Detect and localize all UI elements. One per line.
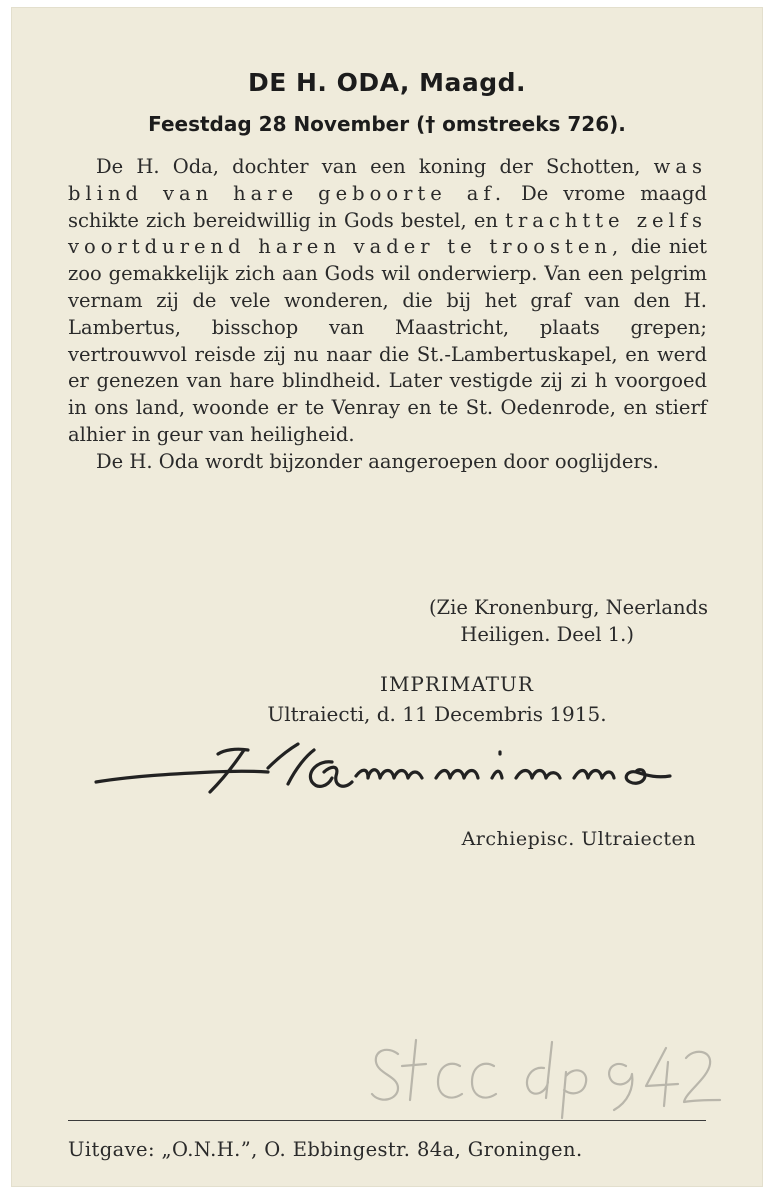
imprimatur-place-date: Ultraiecti, d. 11 Decembris 1915.	[267, 702, 607, 726]
handwritten-signature	[92, 738, 692, 808]
imprimatur-label: IMPRIMATUR	[380, 672, 534, 696]
biography-paragraph-1	[68, 154, 707, 449]
devotional-card	[12, 8, 762, 1186]
reference-line-2: Heiligen. Deel 1.)	[460, 623, 634, 646]
biography-line-4: trachtte zelfs voortdurend haren vader te troosten,	[68, 208, 707, 259]
archbishop-title: Archiepisc. Ultraiecten	[461, 828, 696, 850]
biography-paragraph-2: De H. Oda wordt bijzonder aangeroepen door ooglijders.	[96, 449, 659, 473]
biography-text	[68, 154, 707, 476]
pencil-shelfmark	[368, 1032, 728, 1122]
biography-line-5: die niet zoo gemakkelijk zich aan Gods wil onderwierp. Van een pelgrim vernam zij de vele wonderen, die bij het graf van den H. Lambertus, bisschop van Maastricht, plaats grepen; vertrouwvol reisde zij nu naar die St.-Lambertuskapel, en werd er genezen van hare blindheid. Later vestigde zij zi h voorgoed in ons land, woonde er te Venray en te St. Oedenrode, en stierf alhier in geur van heiligheid.	[68, 235, 707, 446]
card-title: DE H. ODA, Maagd.	[247, 68, 527, 97]
biography-line-2: was blind van hare geboorte af.	[68, 155, 707, 205]
publisher-line: Uitgave: „O.N.H.”, O. Ebbingestr. 84a, Groningen.	[68, 1138, 583, 1161]
footer-divider	[68, 1120, 706, 1121]
reference-line-1: (Zie Kronenburg, Neerlands	[428, 596, 708, 619]
shelfmark-text: StCC dp 942	[368, 1032, 375, 1033]
biography-line-1: De H. Oda, dochter van een koning der Schotten,	[96, 155, 641, 178]
source-reference	[429, 594, 708, 648]
feast-day-subtitle: Feestdag 28 November († omstreeks 726).	[148, 112, 626, 136]
biography-line-3: De vrome maagd schikte zich bereidwillig in Gods bestel, en	[68, 181, 708, 232]
